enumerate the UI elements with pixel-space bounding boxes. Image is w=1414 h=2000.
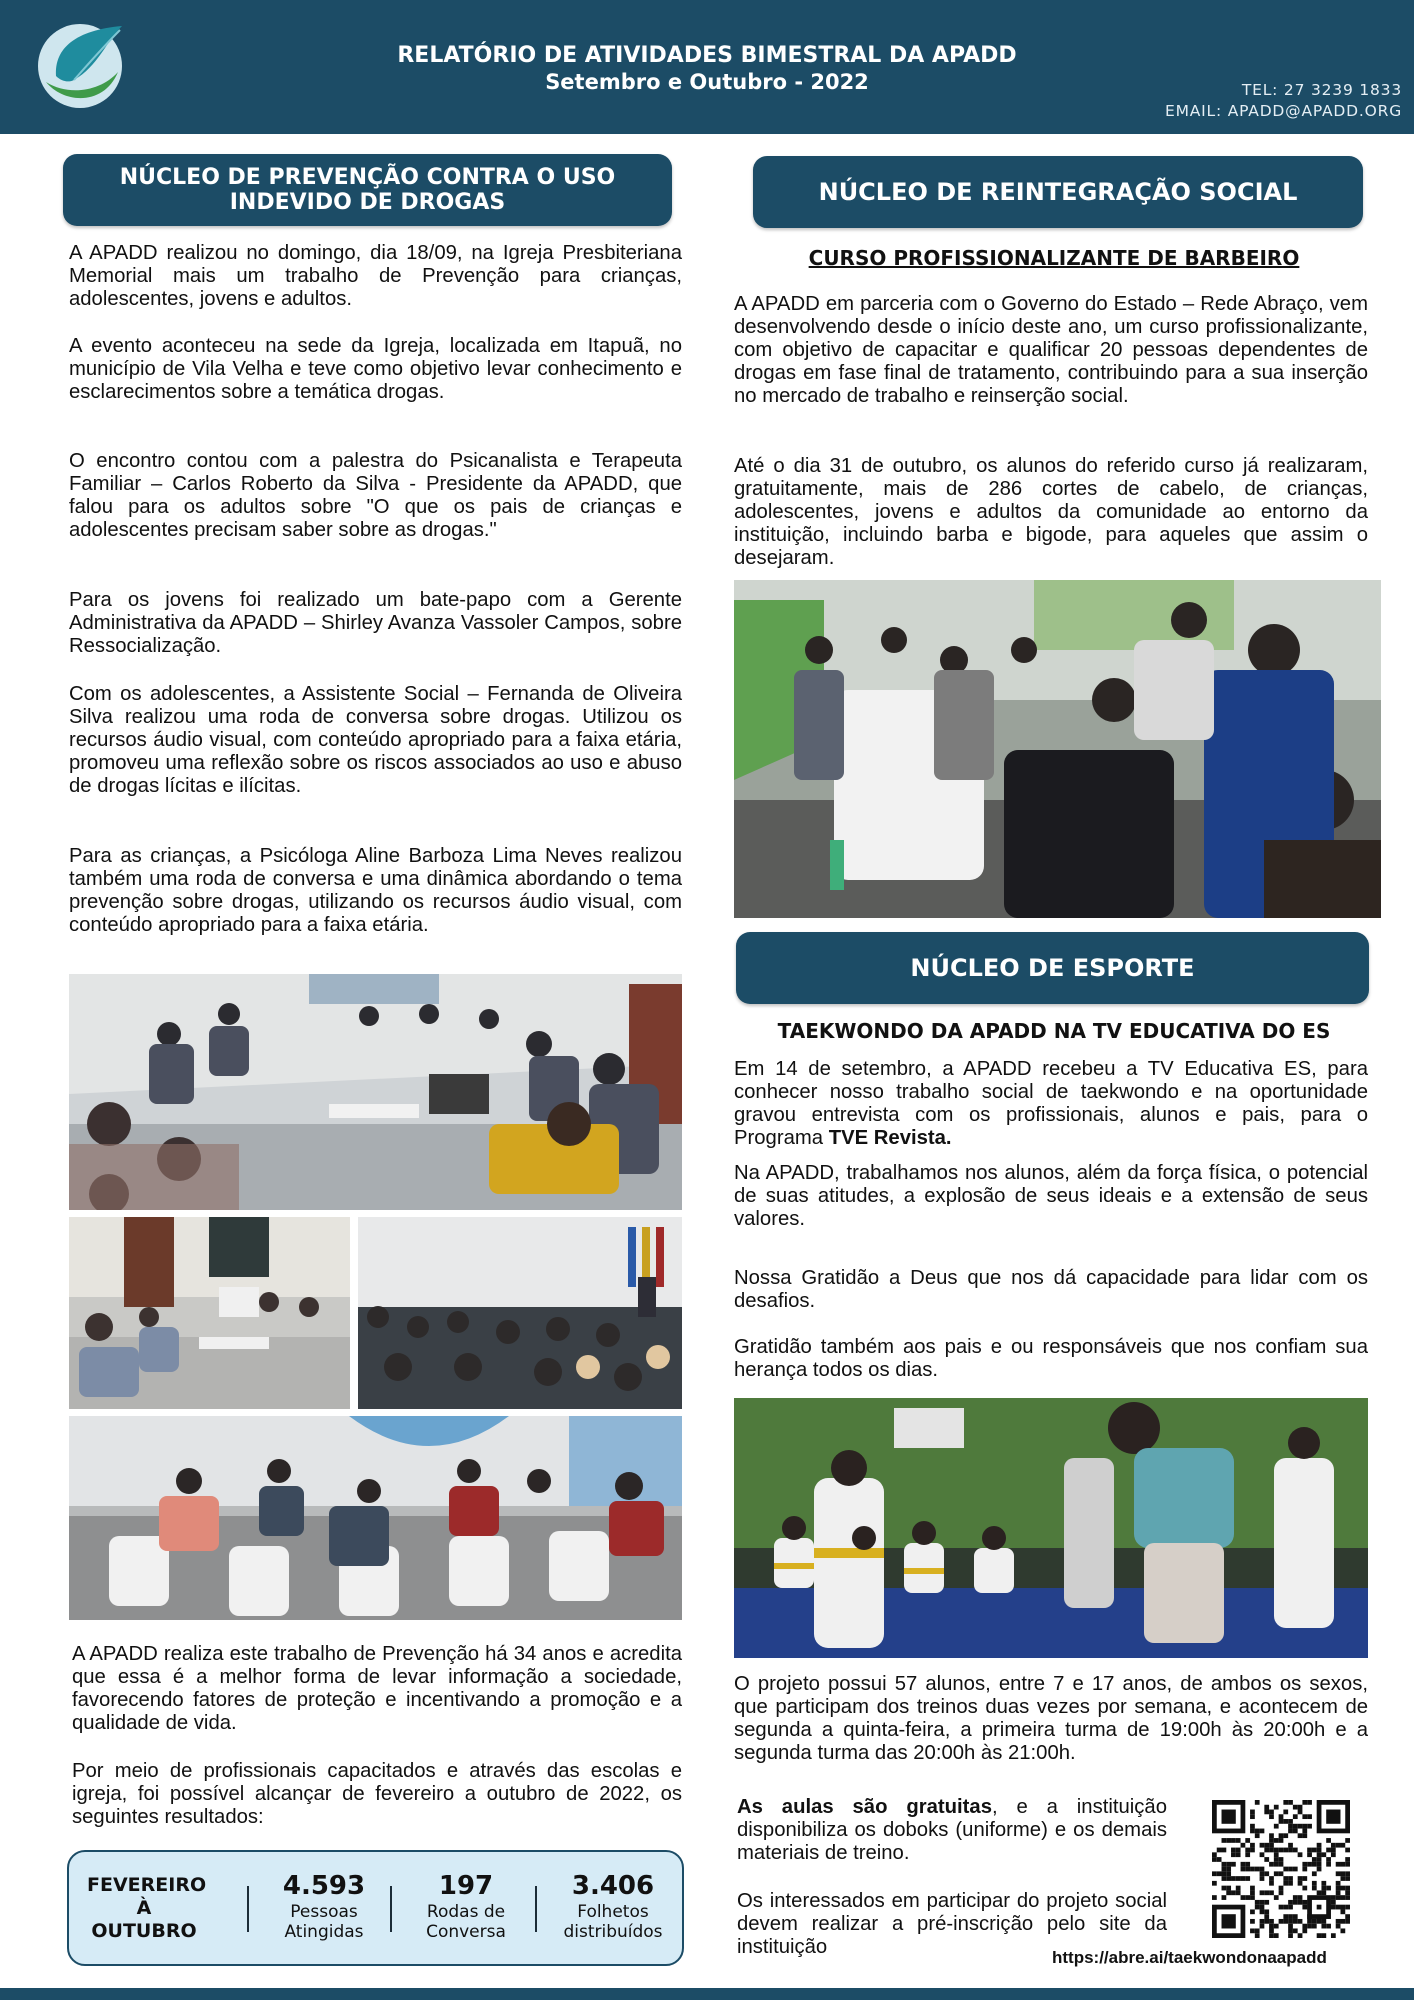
report-title: RELATÓRIO DE ATIVIDADES BIMESTRAL DA APADD [397, 43, 1017, 68]
stat-label: Atingidas [284, 1922, 364, 1942]
sport-heading-text: NÚCLEO DE ESPORTE [910, 954, 1195, 982]
prevention-paragraph: Para as crianças, a Psicóloga Aline Barboza Lima Neves realizou também uma roda de conversa e uma dinâmica abordando o tema prevenção sobre drogas, utilizando os recursos áudio visual, com conteúdo apropriado para a faixa etária. [69, 845, 682, 936]
stat-value: 4.593 [282, 1871, 366, 1901]
stat-value: 197 [438, 1871, 494, 1901]
stat-label: distribuídos [563, 1922, 663, 1942]
page-footer-bar [0, 1988, 1414, 2000]
barber-course-photo [734, 580, 1381, 918]
stats-period-line2: À [136, 1897, 152, 1919]
prevention-paragraph: Para os jovens foi realizado um bate-papo com a Gerente Administrativa da APADD – Shirley Avanza Vassoler Campos, sobre Ressocialização. [69, 589, 682, 657]
prevention-paragraph: A APADD realizou no domingo, dia 18/09, na Igreja Presbiteriana Memorial mais um trabalho de Prevenção para crianças, adolescentes, jovens e adultos. [69, 242, 682, 310]
contact-phone: TEL: 27 3239 1833 [1241, 81, 1402, 99]
stat-label: Conversa [426, 1922, 506, 1942]
reintegration-paragraph: A APADD em parceria com o Governo do Estado – Rede Abraço, vem desenvolvendo desde o início deste ano, um curso profissionalizante, com objetivo de capacitar e qualificar 20 pessoas dependentes de drogas em fase final de tratamento, contribuindo para a sua inserção no mercado de trabalho e reinserção social. [734, 293, 1368, 407]
taekwondo-class-photo [734, 1398, 1368, 1658]
reintegration-paragraph: Até o dia 31 de outubro, os alunos do referido curso já realizaram, gratuitamente, mais de 286 cortes de cabelo, de crianças, adolescentes, jovens e adultos da comunidade ao entorno da instituição, incluindo barba e bigode, para aqueles que assim o desejaram. [734, 455, 1368, 569]
stat-label: Folhetos [577, 1902, 649, 1922]
prevention-closing-paragraph: Por meio de profissionais capacitados e através das escolas e igreja, foi possível alcançar de fevereiro a outubro de 2022, os seguintes resultados: [72, 1760, 682, 1828]
stat-people-reached [259, 1870, 389, 1942]
prevention-paragraph: Com os adolescentes, a Assistente Social – Fernanda de Oliveira Silva realizou uma roda de conversa sobre drogas. Utilizou os recursos áudio visual, com conteúdo apropriado para a faixa etária, promoveu uma reflexão sobre os riscos associados ao uso e abuso de drogas lícitas e ilícitas. [69, 683, 682, 797]
results-stats-box [67, 1850, 684, 1966]
free-classes-text: , e a instituição disponibiliza os doboks (uniforme) e os demais materiais de treino. [737, 1796, 1167, 1864]
report-subtitle: Setembro e Outubro - 2022 [545, 70, 869, 94]
stats-divider [247, 1886, 249, 1932]
free-classes-bold: As aulas são gratuitas [737, 1796, 992, 1818]
stat-value: 3.406 [571, 1871, 655, 1901]
sport-paragraph: Nossa Gratidão a Deus que nos dá capacidade para lidar com os desafios. [734, 1267, 1368, 1312]
stat-conversation-circles [401, 1870, 531, 1942]
contact-email: EMAIL: APADD@APADD.ORG [1165, 102, 1402, 120]
sport-paragraph: Na APADD, trabalhamos nos alunos, além da força física, o potencial de suas atitudes, a explosão de seus ideais e a extensão de seus valores. [734, 1162, 1368, 1230]
stats-period [87, 1874, 207, 1943]
sport-paragraph [734, 1058, 1368, 1150]
signup-qr-code-icon [1212, 1800, 1350, 1938]
tve-revista-program: TVE Revista. [828, 1127, 952, 1149]
contact-info [1165, 80, 1402, 122]
prevention-photo-circle [69, 1416, 682, 1620]
prevention-heading-line2: INDEVIDO DE DROGAS [229, 190, 506, 215]
prevention-heading [63, 154, 672, 226]
prevention-closing-paragraph: A APADD realiza este trabalho de Prevenção há 34 anos e acredita que essa é a melhor forma de levar informação a sociedade, favorecendo fatores de proteção e incentivando a promoção e a qualidade de vida. [72, 1643, 682, 1734]
stats-period-line3: OUTUBRO [91, 1920, 197, 1942]
stat-leaflets [543, 1870, 683, 1942]
prevention-photo-small-room [69, 1217, 350, 1409]
prevention-photo-classroom [69, 974, 682, 1210]
free-classes-paragraph [737, 1796, 1167, 1865]
sport-project-paragraph: O projeto possui 57 alunos, entre 7 e 17 anos, de ambos os sexos, que participam dos treinos duas vezes por semana, e acontecem de segunda a quinta-feira, a primeira turma de 19:00h às 20:00h e a segunda turma das 20:00h às 21:00h. [734, 1673, 1368, 1764]
stats-divider [535, 1886, 537, 1932]
prevention-paragraph: O encontro contou com a palestra do Psicanalista e Terapeuta Familiar – Carlos Roberto da Silva - Presidente da APADD, que falou para os adultos sobre "O que os pais de crianças e adolescentes precisam saber sobre as drogas." [69, 450, 682, 541]
prevention-heading-line1: NÚCLEO DE PREVENÇÃO CONTRA O USO [119, 165, 616, 190]
stats-period-line1: FEVEREIRO [87, 1874, 207, 1896]
signup-url: https://abre.ai/taekwondonaapadd [1052, 1948, 1327, 1967]
taekwondo-tv-title: TAEKWONDO DA APADD NA TV EDUCATIVA DO ES [777, 1019, 1331, 1043]
prevention-photo-church-audience [358, 1217, 682, 1409]
reintegration-heading [753, 156, 1363, 228]
stats-divider [390, 1886, 392, 1932]
page-header [0, 0, 1414, 134]
sport-paragraph-text: Em 14 de setembro, a APADD recebeu a TV Educativa ES, para conhecer nosso trabalho social de taekwondo e na oportunidade gravou entrevista com os profissionais, alunos e pais, para o Programa [734, 1058, 1368, 1149]
sport-heading [736, 932, 1369, 1004]
sport-paragraph: Gratidão também aos pais e ou responsáveis que nos confiam sua herança todos os dias. [734, 1336, 1368, 1381]
stat-label: Rodas de [426, 1902, 506, 1922]
barber-course-title: CURSO PROFISSIONALIZANTE DE BARBEIRO [808, 246, 1300, 270]
signup-paragraph: Os interessados em participar do projeto social devem realizar a pré-inscrição pelo site da instituição [737, 1890, 1167, 1958]
stat-label: Pessoas [290, 1902, 358, 1922]
prevention-paragraph: A evento aconteceu na sede da Igreja, localizada em Itapuã, no município de Vila Velha e teve como objetivo levar conhecimento e esclarecimentos sobre a temática drogas. [69, 335, 682, 403]
reintegration-heading-text: NÚCLEO DE REINTEGRAÇÃO SOCIAL [818, 178, 1298, 206]
